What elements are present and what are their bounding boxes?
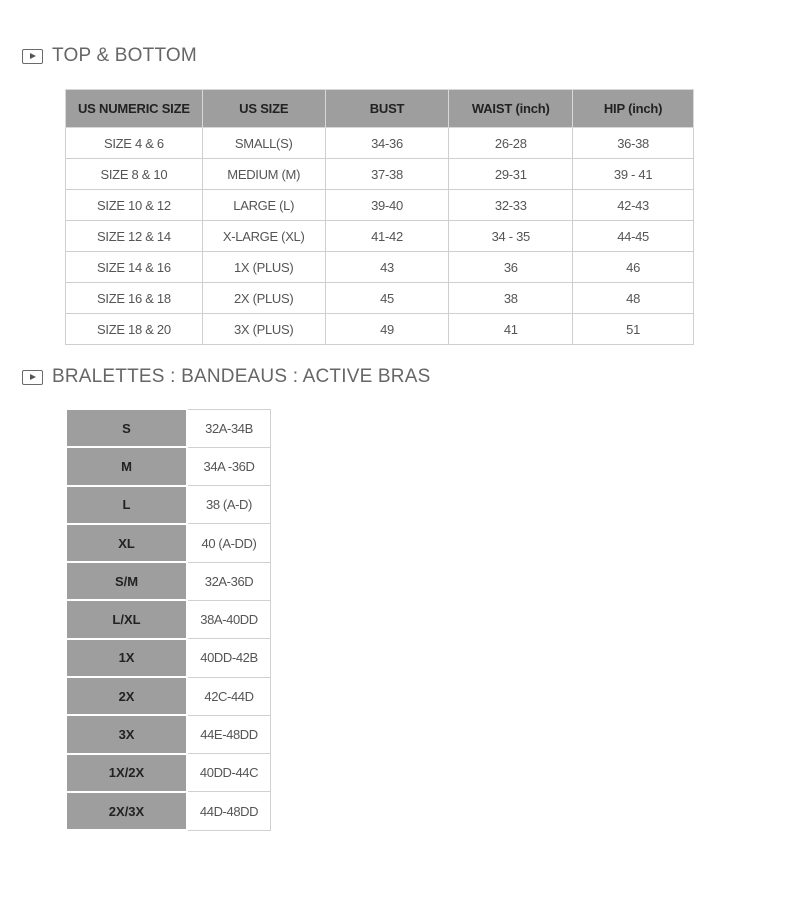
size-label-cell: L	[66, 486, 187, 524]
table-row	[66, 314, 694, 345]
table-cell: 48	[573, 283, 694, 314]
table-row	[66, 524, 271, 562]
section-header-top-bottom	[22, 45, 197, 67]
table-cell: 34 - 35	[449, 221, 573, 252]
table-cell: 38	[449, 283, 573, 314]
table-row	[66, 600, 271, 638]
size-label-cell: S/M	[66, 562, 187, 600]
col-header-waist: WAIST (inch)	[449, 90, 573, 128]
table-row	[66, 715, 271, 753]
table-row	[66, 190, 694, 221]
table-cell: 46	[573, 252, 694, 283]
table-cell: 36-38	[573, 128, 694, 159]
cup-range-cell: 34A -36D	[187, 447, 270, 485]
table-cell: 41	[449, 314, 573, 345]
size-label-cell: XL	[66, 524, 187, 562]
cup-range-cell: 40DD-42B	[187, 639, 270, 677]
table-cell: SIZE 12 & 14	[66, 221, 203, 252]
table-cell: SIZE 18 & 20	[66, 314, 203, 345]
table-row	[66, 639, 271, 677]
size-label-cell: 1X	[66, 639, 187, 677]
cup-range-cell: 38A-40DD	[187, 600, 270, 638]
table-cell: 3X (PLUS)	[202, 314, 325, 345]
table-row	[66, 221, 694, 252]
col-header-bust: BUST	[325, 90, 449, 128]
table-row	[66, 562, 271, 600]
cup-range-cell: 32A-36D	[187, 562, 270, 600]
table-row	[66, 252, 694, 283]
table-cell: SIZE 8 & 10	[66, 159, 203, 190]
size-label-cell: M	[66, 447, 187, 485]
table-row	[66, 283, 694, 314]
top-bottom-size-table	[65, 89, 694, 345]
table-cell: SIZE 16 & 18	[66, 283, 203, 314]
size-label-cell: S	[66, 409, 187, 447]
table-cell: 37-38	[325, 159, 449, 190]
table-cell: 42-43	[573, 190, 694, 221]
table-cell: 41-42	[325, 221, 449, 252]
cup-range-cell: 32A-34B	[187, 409, 270, 447]
table-cell: 26-28	[449, 128, 573, 159]
table-cell: 1X (PLUS)	[202, 252, 325, 283]
section-header-bralettes	[22, 366, 430, 388]
table-row	[66, 409, 271, 447]
table-cell: 32-33	[449, 190, 573, 221]
table-row	[66, 447, 271, 485]
table-row	[66, 159, 694, 190]
table-header-row	[66, 90, 694, 128]
table-cell: 49	[325, 314, 449, 345]
play-icon	[22, 370, 43, 385]
table-row	[66, 486, 271, 524]
table-cell: SIZE 10 & 12	[66, 190, 203, 221]
cup-range-cell: 44D-48DD	[187, 792, 270, 830]
cup-range-cell: 38 (A-D)	[187, 486, 270, 524]
cup-range-cell: 42C-44D	[187, 677, 270, 715]
table-row	[66, 128, 694, 159]
table-cell: SIZE 14 & 16	[66, 252, 203, 283]
table-cell: MEDIUM (M)	[202, 159, 325, 190]
table-row	[66, 677, 271, 715]
cup-range-cell: 44E-48DD	[187, 715, 270, 753]
table-cell: 39 - 41	[573, 159, 694, 190]
col-header-us-numeric-size: US NUMERIC SIZE	[66, 90, 203, 128]
table-cell: 29-31	[449, 159, 573, 190]
table-cell: 34-36	[325, 128, 449, 159]
col-header-hip: HIP (inch)	[573, 90, 694, 128]
size-label-cell: 1X/2X	[66, 754, 187, 792]
table-cell: 44-45	[573, 221, 694, 252]
table-cell: 36	[449, 252, 573, 283]
size-label-cell: 2X	[66, 677, 187, 715]
col-header-us-size: US SIZE	[202, 90, 325, 128]
size-label-cell: 3X	[66, 715, 187, 753]
table-row	[66, 792, 271, 830]
table-cell: 39-40	[325, 190, 449, 221]
table-row	[66, 754, 271, 792]
table-cell: LARGE (L)	[202, 190, 325, 221]
section-title: TOP & BOTTOM	[52, 45, 197, 66]
table-cell: 2X (PLUS)	[202, 283, 325, 314]
size-label-cell: L/XL	[66, 600, 187, 638]
size-label-cell: 2X/3X	[66, 792, 187, 830]
play-icon	[22, 49, 43, 64]
table-cell: X-LARGE (XL)	[202, 221, 325, 252]
cup-range-cell: 40 (A-DD)	[187, 524, 270, 562]
table-cell: SIZE 4 & 6	[66, 128, 203, 159]
table-cell: 51	[573, 314, 694, 345]
bralettes-size-table	[65, 408, 271, 831]
table-cell: SMALL(S)	[202, 128, 325, 159]
cup-range-cell: 40DD-44C	[187, 754, 270, 792]
section-title: BRALETTES : BANDEAUS : ACTIVE BRAS	[52, 366, 431, 387]
table-cell: 45	[325, 283, 449, 314]
table-cell: 43	[325, 252, 449, 283]
